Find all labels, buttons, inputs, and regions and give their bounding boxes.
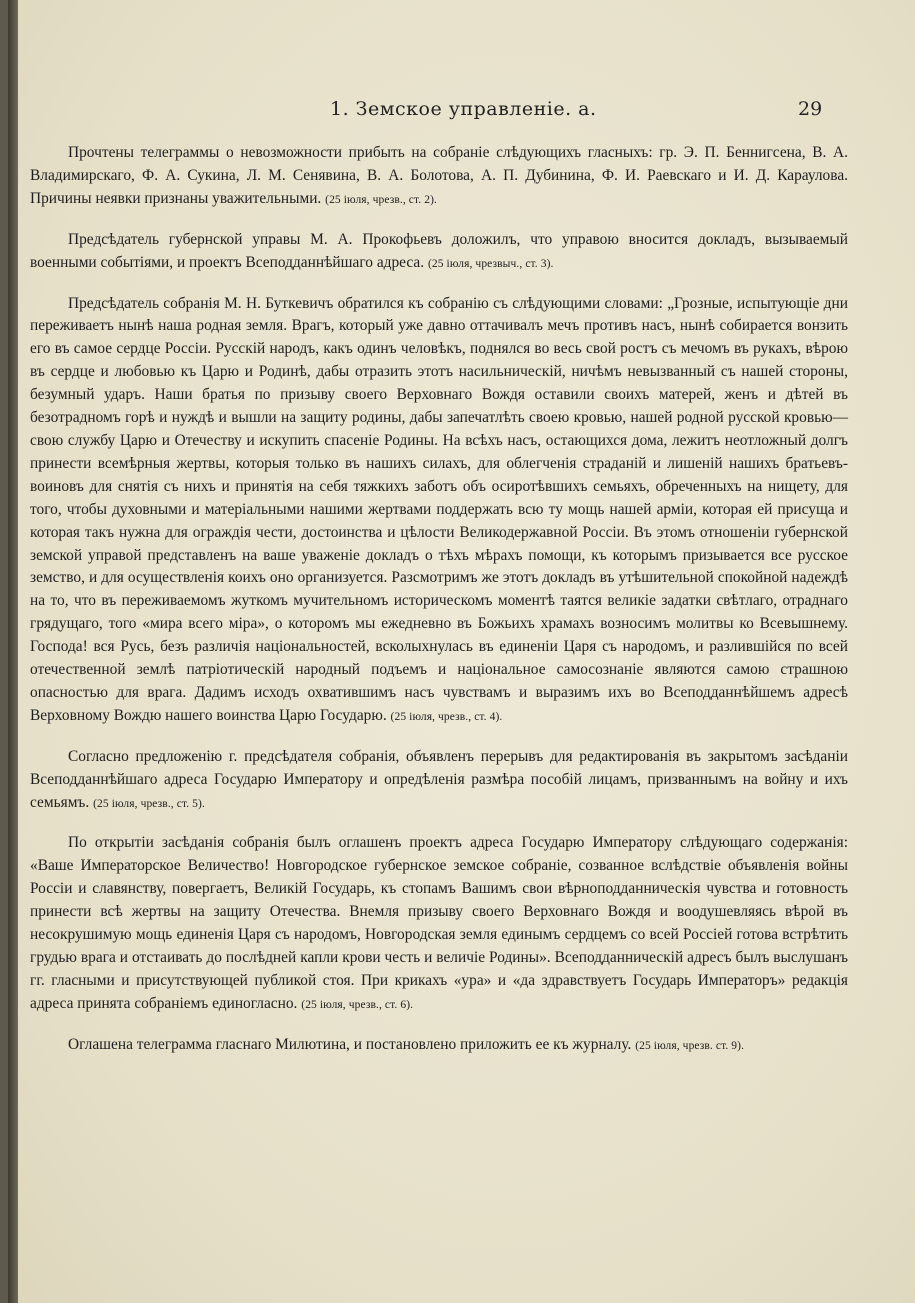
paragraph-text: Предсѣдатель губернской управы М. А. Прокофьевъ доложилъ, что управою вносится докладъ, вызываемый военными событіями, и проектъ Всеподданнѣйшаго адреса. [30,230,848,271]
paragraph-reference: (25 іюля, чрезв., ст. 2). [325,193,437,206]
paragraph-text: По открытіи засѣданія собранія былъ оглашенъ проектъ адреса Государю Императору слѣдующаго содержанія: «Ваше Императорское Величество! Новгородское губернское земское собраніе, созванное вслѣдствіе объявленія войны Россіи и славянству, повергаетъ, Великій Государь, къ стопамъ Вашимъ свои вѣрноподданническія чувства и готовность принести всѣ жертвы на защиту Отечества. Внемля призыву своего Верховнаго Вождя и воодушевляясь вѣрой въ несокрушимую мощь единенія Царя съ народомъ, Новгородская земля единымъ сердцемъ со всей Россіей готова встрѣтить грудью врага и отстаивать до послѣдней капли крови честь и величіе Родины». Всеподданническій адресъ былъ выслушанъ гг. гласными и присутствующей публикой стоя. При крикахъ «ура» и «да здравствуетъ Государь Императоръ» редакція адреса принята собраніемъ единогласно. [30,834,848,1012]
paragraph-telegrams [30,142,848,212]
paragraph-reference: (25 іюля, чрезв. ст. 9). [635,1039,745,1052]
paragraph-text: Согласно предложенію г. предсѣдателя собранія, объявленъ перерывъ для редактированія въ закрытомъ засѣданіи Всеподданнѣйшаго адреса Государю Императору и опредѣленія размѣра пособій лицамъ, призваннымъ на войну и ихъ семьямъ. [30,747,848,811]
paragraph-text: Предсѣдатель собранія М. Н. Буткевичъ обратился къ собранію съ слѣдующими словами: „Грозные, испытующіе дни переживаетъ нынѣ наша родная земля. Врагъ, который уже давно оттачивалъ мечъ противъ насъ, нынѣ собирается вонзить его въ самое сердце Россіи. Русскій народъ, какъ одинъ человѣкъ, поднялся во весь свой ростъ съ мечомъ въ рукахъ, вѣрою въ сердце и любовью къ Царю и Родинѣ, дабы отразить этотъ насильническій, ничѣмъ невызванный съ нашей стороны, безумный ударъ. Наши братья по призыву своего Верховнаго Вождя оставили своихъ матерей, женъ и дѣтей въ безотрадномъ горѣ и нуждѣ и вышли на защиту родины, дабы запечатлѣть своею кровью, нашей родной русской кровью—свою службу Царю и Отечеству и искупить спасеніе Родины. На всѣхъ насъ, остающихся дома, лежитъ неотложный долгъ принести всемѣрныя жертвы, которыя только въ нашихъ силахъ, для облегченія страданій и лишеній нашихъ братьевъ-воиновъ для снятія съ нихъ и принятія на себя тяжкихъ заботъ объ осиротѣвшихъ семьяхъ, обреченныхъ на нищету, для того, чтобы духовными и матеріальными нашими жертвами поддержать всю ту мощь нашей арміи, которая ей присуща и которая такъ нужна для ограждія чести, достоинства и цѣлости Великодержавной Россіи. Въ этомъ отношеніи губернской земской управой представленъ на ваше уваженіе докладъ о тѣхъ мѣрахъ помощи, къ которымъ призывается все русское земство, и для осуществленія коихъ оно организуется. Разсмотримъ же этотъ докладъ въ утѣшительной спокойной надеждѣ на то, что въ переживаемомъ жуткомъ мучительномъ историческомъ моментѣ таятся великіе задатки свѣтлаго, отраднаго грядущаго, того «мира всего міра», о которомъ мы ежедневно въ Божьихъ храмахъ возносимъ молитвы ко Всевышнему. Господа! вся Русь, безъ различія національностей, всколыхнулась въ единеніи Царя съ народомъ, и разлившійся по всей отечественной землѣ патріотическій народный подъемъ и національное самосознаніе являются самою страшною опасностью для врага. Дадимъ исходъ охватившимъ насъ чувствамъ и выразимъ ихъ во Всеподданнѣйшемъ адресѣ Верховному Вождю нашего воинства Царю Государю. [30,294,848,724]
paragraph-reference: (25 іюля, чрезв., ст. 6). [301,998,414,1011]
paragraph-address [30,832,848,1016]
page-number: 29 [798,98,823,120]
paragraph-text: Оглашена телеграмма гласнаго Милютина, и постановлено приложить ее къ журналу. [68,1035,632,1053]
book-spine-shadow [8,0,18,1303]
paragraph-telegram-milyutin [30,1034,848,1058]
paragraph-recess [30,746,848,816]
document-body [30,142,848,1058]
section-title: 1. Земское управленіе. а. [330,98,597,120]
document-page [8,0,915,1303]
page-header [8,98,915,128]
paragraph-report [30,229,848,276]
paragraph-speech [30,293,848,729]
paragraph-reference: (25 іюля, чрезвыч., ст. 3). [427,257,554,270]
paragraph-text: Прочтены телеграммы о невозможности прибыть на собраніе слѣдующихъ гласныхъ: гр. Э. П. Беннигсена, В. А. Владимирскаго, Ф. А. Сукина, Л. М. Сенявина, В. А. Болотова, А. П. Дубинина, Ф. И. Раевскаго и И. Д. Караулова. Причины неявки признаны уважительными. [30,144,848,207]
paragraph-reference: (25 іюля, чрезв., ст. 4). [390,710,503,723]
paragraph-reference: (25 іюля, чрезв., ст. 5). [93,797,205,810]
